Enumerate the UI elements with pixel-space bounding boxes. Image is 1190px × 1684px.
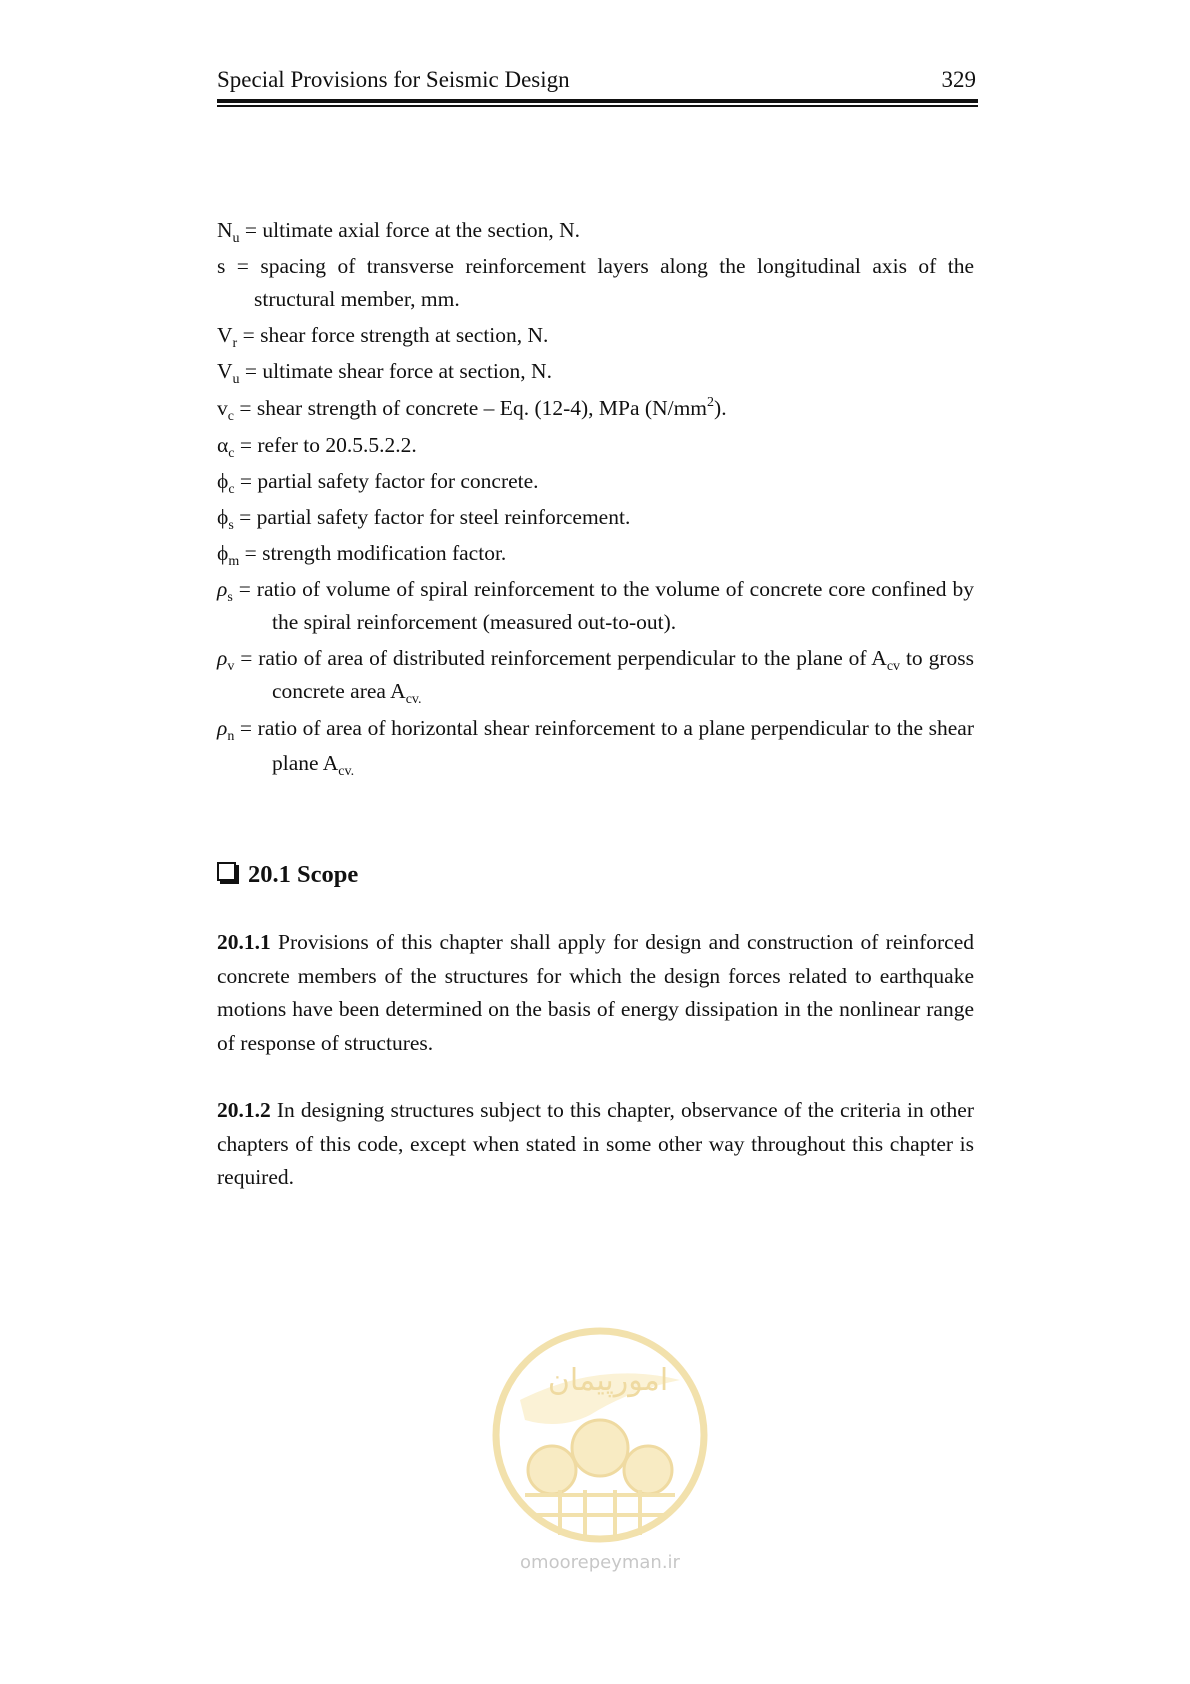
paragraph-number: 20.1.1 — [217, 930, 271, 954]
page-number: 329 — [941, 67, 976, 92]
paragraph — [217, 1094, 974, 1195]
notation-list — [217, 214, 974, 784]
paragraph — [217, 926, 974, 1060]
definition-item: $\phi_s$ = partial safety factor for steel reinforcement. — [217, 505, 631, 533]
definition-item: $\rho_s$ = ratio of volume of spiral reinforcement to the volume of concrete core confined by the spiral reinforcement (measured out-to-out). — [217, 577, 974, 634]
watermark — [480, 1320, 720, 1610]
section-heading-text: 20.1 Scope — [248, 861, 359, 888]
definition-item: s = spacing of transverse reinforcement layers along the longitudinal axis of the structural member, mm. — [217, 254, 974, 311]
checkbox-square-icon — [217, 862, 236, 881]
paragraph-number: 20.1.2 — [217, 1098, 271, 1122]
definition-item: $v_c$ = shear strength of concrete – Eq. (12-4), MPa $(N/mm^2)$. — [217, 395, 727, 424]
definition-item: $N_u$ = ultimate axial force at the section, N. — [217, 218, 581, 246]
section-heading — [217, 860, 358, 890]
paragraph-text: Provisions of this chapter shall apply for design and construction of reinforced concrete members of the structures for which the design forces related to earthquake motions have been determined on the basis of energy dissipation in the nonlinear range of response of structures. — [217, 930, 974, 1055]
definition-item: $\alpha_c$ = refer to 20.5.5.2.2. — [217, 433, 417, 461]
definition-item: $\rho_v$ = ratio of area of distributed reinforcement perpendicular to the plane of $A_{cv}$ to gross concrete area $A_{cv.}$ — [217, 646, 974, 707]
watermark-logo-text: امورپیمان — [547, 1363, 669, 1398]
definition-item: $\phi_c$ = partial safety factor for concrete. — [217, 469, 539, 497]
watermark-logo-icon — [480, 1320, 720, 1550]
definition-item: $V_u$ = ultimate shear force at section, N. — [217, 359, 552, 387]
running-header — [217, 66, 978, 108]
definition-item: $V_r$ = shear force strength at section, N. — [217, 323, 549, 351]
watermark-site: omoorepeyman.ir — [520, 1552, 680, 1573]
definition-item: $\rho_n$ = ratio of area of horizontal shear reinforcement to a plane perpendicular to the shear plane $A_{cv.}$ — [217, 716, 974, 779]
header-title: Special Provisions for Seismic Design — [217, 67, 570, 92]
paragraph-text: In designing structures subject to this chapter, observance of the criteria in other chapters of this code, except when stated in some other way throughout this chapter is required. — [217, 1098, 974, 1189]
header-rule-thick — [217, 99, 978, 103]
header-rule-thin — [217, 105, 978, 107]
definition-item: $\phi_m$ = strength modification factor. — [217, 541, 507, 569]
